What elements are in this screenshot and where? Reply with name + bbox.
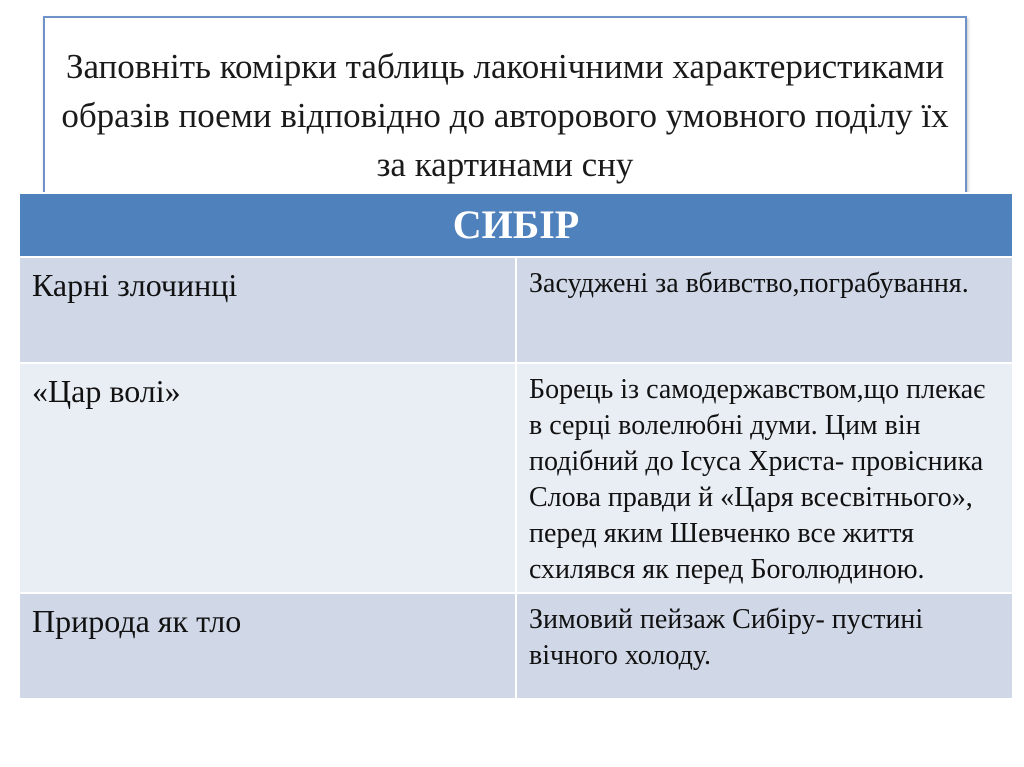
row-content: Борець із самодержавством,що плекає в серці волелюбні думи. Цим він подібний до Ісуса Христа- провісника Слова правди й «Царя всесвітнього», перед яким Шевченко все життя схилявся як перед Боголюдиною. [516,363,1013,593]
table-row [19,363,1013,593]
table-row [19,593,1013,699]
row-content: Засуджені за вбивство,пограбування. [516,257,1013,363]
table-header: СИБІР [19,193,1013,257]
table-header-row [19,193,1013,257]
row-label: Карні злочинці [19,257,516,363]
sibir-table [18,192,1014,700]
table-row [19,257,1013,363]
row-content: Зимовий пейзаж Сибіру- пустині вічного холоду. [516,593,1013,699]
row-label: «Цар волі» [19,363,516,593]
slide-title: Заповніть комірки таблиць лаконічними характеристиками образів поеми відповідно до авторового умовного поділу їх за картинами сну [61,47,949,184]
row-label: Природа як тло [19,593,516,699]
